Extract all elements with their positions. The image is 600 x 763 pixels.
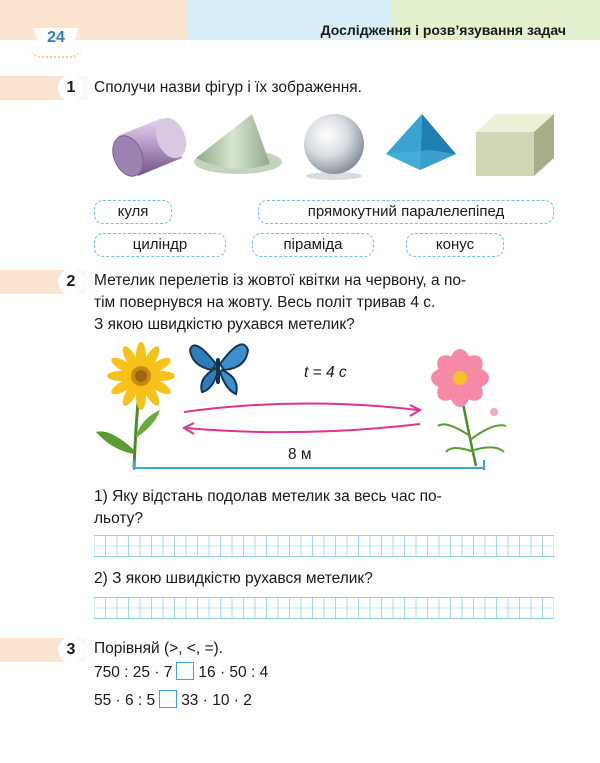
compare-box-1[interactable] [176,662,194,680]
compare-row-2-left: 55 · 6 : 5 [94,692,156,709]
page-number: 24 [34,28,78,50]
answer-grid-1[interactable] [94,535,554,557]
pink-flower-icon [431,349,506,466]
task-2-line-1: Метелик перелетів із жовтої квітки на червону, а по- [94,272,467,289]
header-band-peach [0,0,188,40]
label-cone: конус [406,233,504,257]
answer-grid-2[interactable] [94,597,554,619]
compare-row-1 [94,662,268,684]
task-2-line-2: тім повернувся на жовту. Весь політ тривав 4 с. [94,294,436,311]
flight-arrows [184,403,420,434]
question-1-line-1: 1) Яку відстань подолав метелик за весь час по- [94,488,442,505]
task-1-text: Сполучи назви фігур і їх зображення. [94,79,362,96]
rectangular-prism-shape [476,114,554,176]
distance-label: 8 м [288,446,312,463]
compare-row-2 [94,690,252,712]
page-header-title: Дослідження і розв’язування задач [320,22,566,38]
task-2-line-3: З якою швидкістю рухався метелик? [94,316,355,333]
butterfly-icon [190,344,248,394]
sphere-shape [304,114,364,180]
question-2: 2) З якою швидкістю рухався метелик? [94,570,373,587]
label-cylinder: циліндр [94,233,226,257]
compare-row-2-right: 33 · 10 · 2 [181,692,252,709]
task-1-number: 1 [58,75,84,101]
compare-row-1-left: 750 : 25 · 7 [94,664,173,681]
cylinder-shape [107,113,192,180]
task-2-number: 2 [58,269,84,295]
task-3-text: Порівняй (>, <, =). [94,640,223,657]
yellow-flower-icon [96,342,175,468]
time-label: t = 4 c [304,364,347,381]
label-sphere: куля [94,200,172,224]
pyramid-shape [386,114,456,170]
shapes-illustration [0,106,600,196]
compare-row-1-right: 16 · 50 : 4 [198,664,269,681]
question-1-line-2: льоту? [94,510,144,527]
compare-box-2[interactable] [159,690,177,708]
label-rectangular-prism: прямокутний паралелепіпед [258,200,554,224]
label-pyramid: піраміда [252,233,374,257]
task-3-number: 3 [58,637,84,663]
cone-shape [194,114,282,174]
